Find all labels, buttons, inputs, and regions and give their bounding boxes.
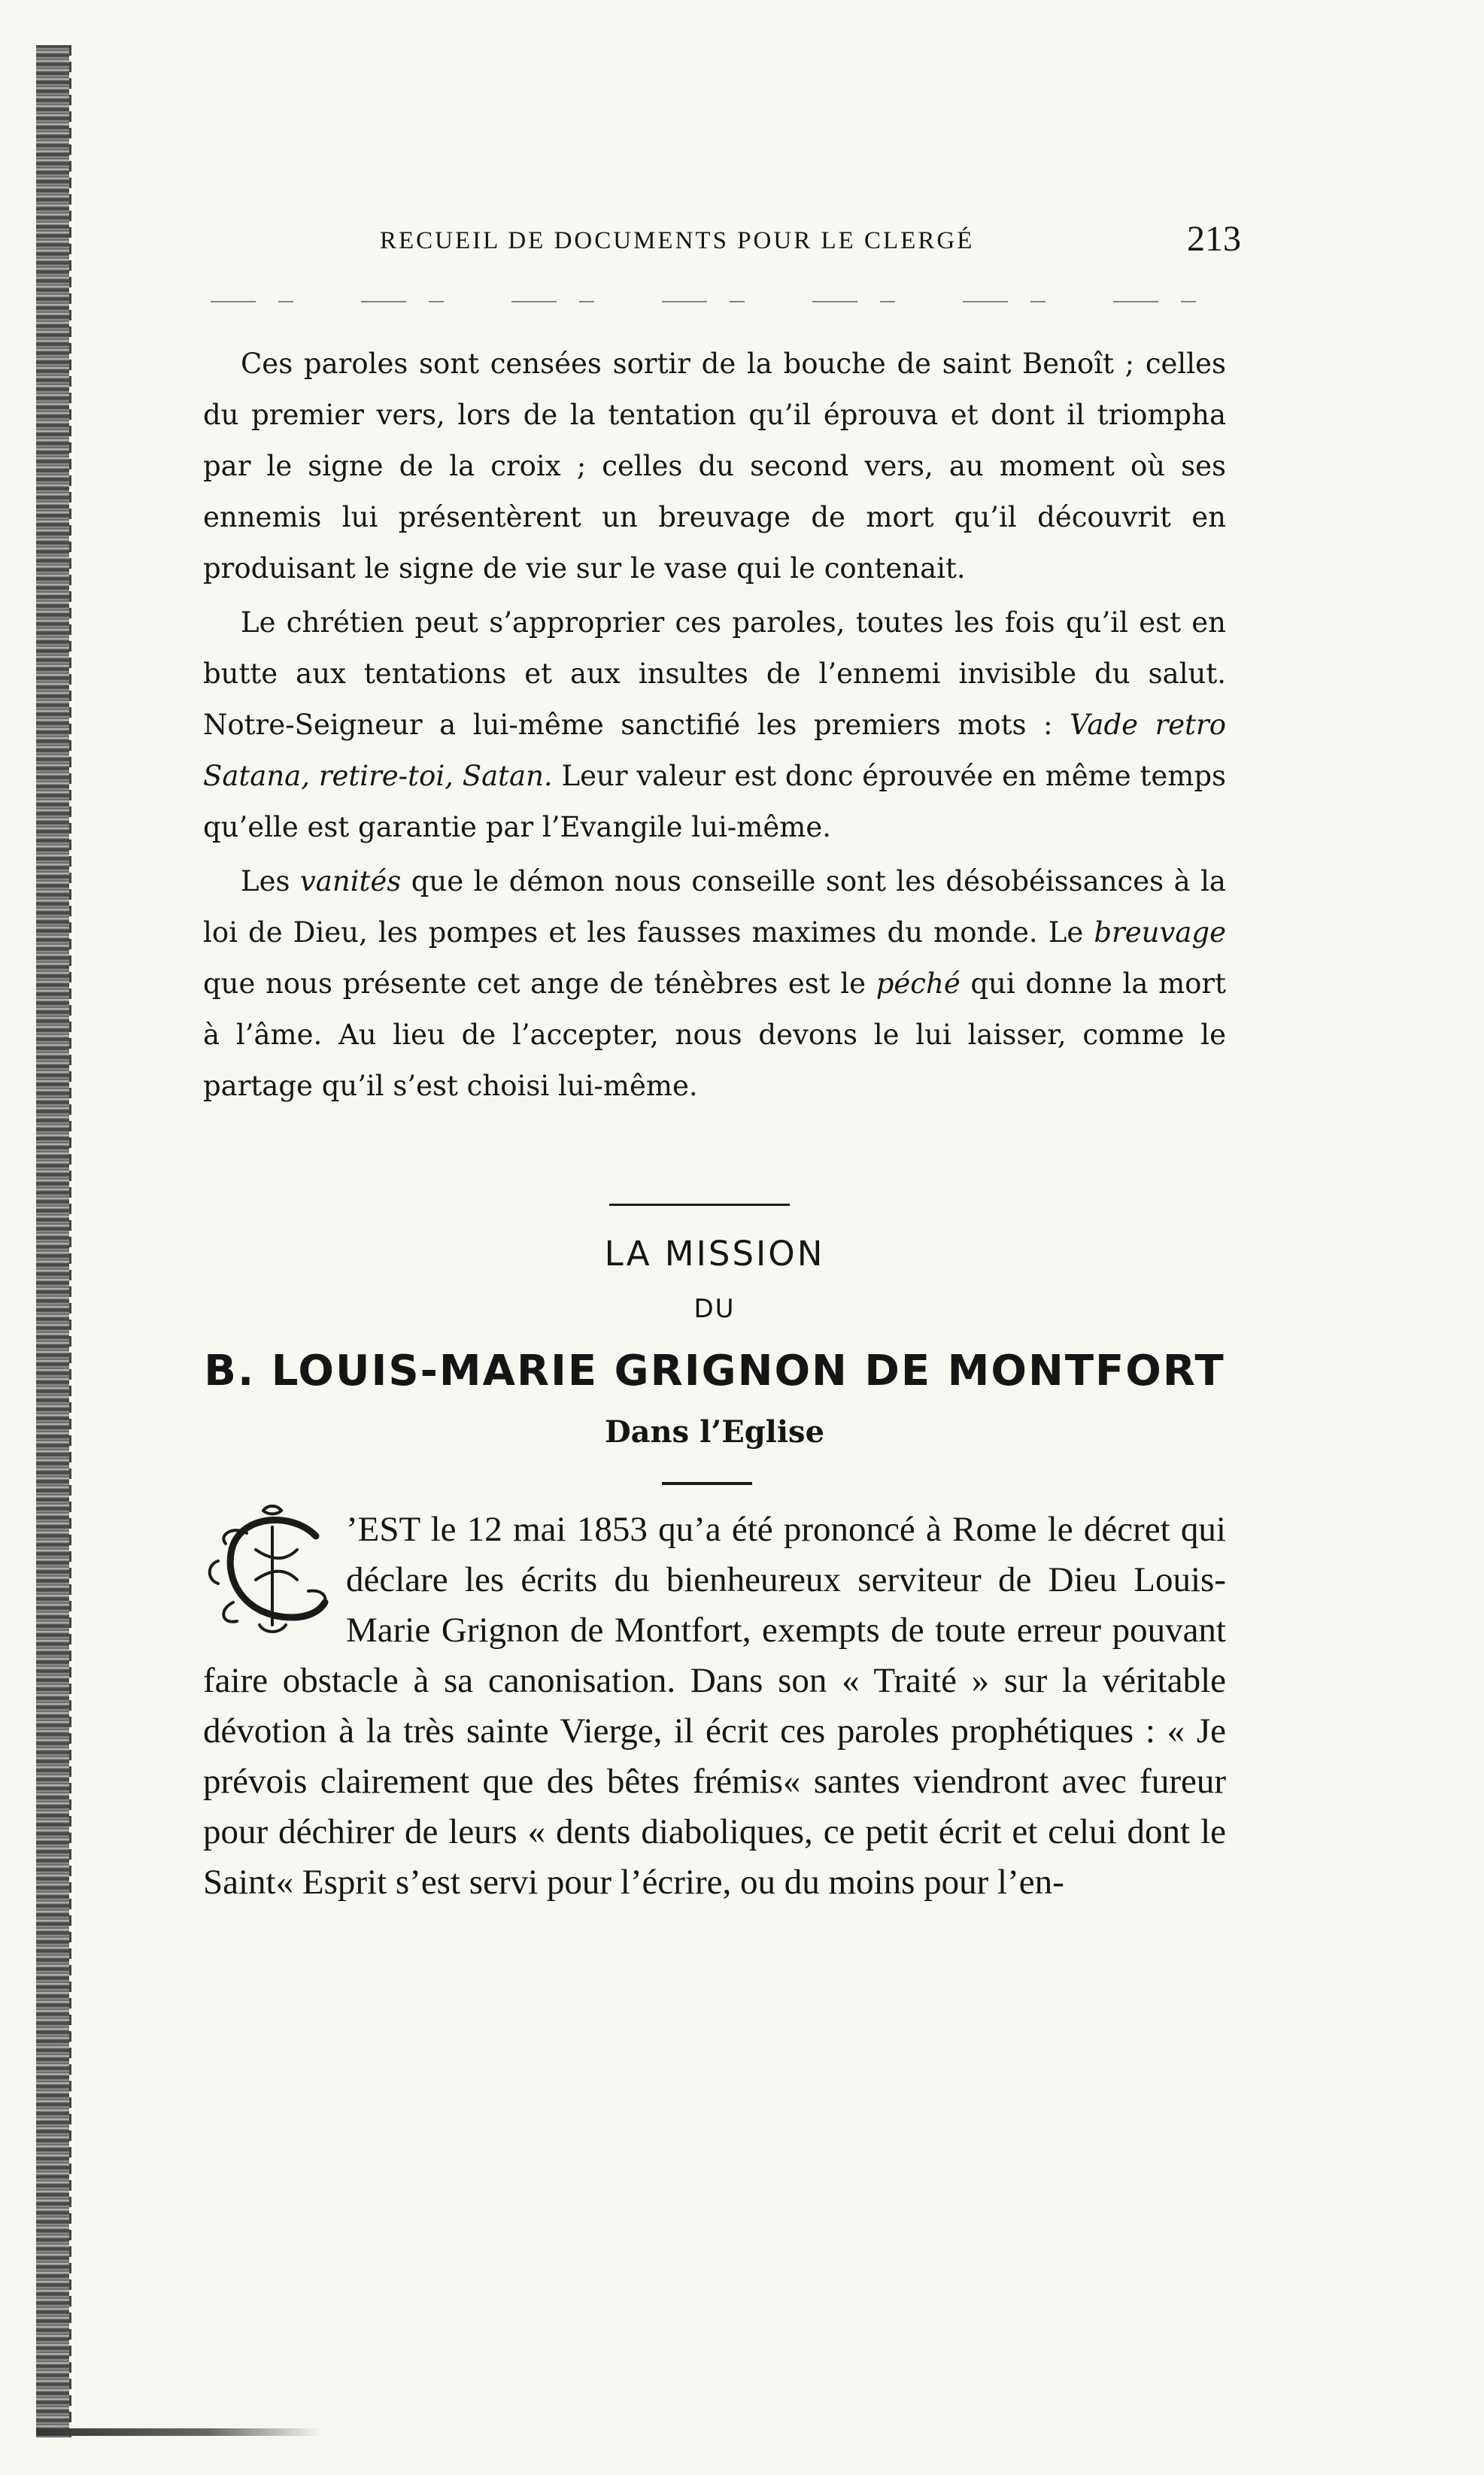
paragraph-2-text-a: Le chrétien peut s’approprier ces paroles, toutes les fois qu’il est en butte aux tentations et aux insultes de l’ennemi invisible du salut. Notre-Seigneur a lui-même sanctifié les premiers mots :: [203, 606, 1226, 741]
paragraph-1: Ces paroles sont censées sortir de la bouche de saint Benoît ; celles du premier vers, lors de la tentation qu’il éprouva et dont il triompha par le signe de la croix ; celles du second vers, au moment où ses ennemis lui présentèrent un breuvage de mort qu’il découvrit en produisant le signe de vie sur le vase qui le contenait.: [203, 348, 1226, 585]
emphasis-breuvage: breuvage: [1094, 916, 1226, 949]
emphasis-vanites: vanités: [299, 865, 402, 897]
section-title-line-2: DU: [693, 1294, 736, 1324]
binding-stitch-line: [69, 45, 71, 2437]
drop-cap-space: [203, 1505, 346, 1651]
running-title: RECUEIL DE DOCUMENTS POUR LE CLERGÉ: [380, 227, 975, 254]
body-text: [203, 339, 1226, 1112]
book-binding-edge: [36, 45, 69, 2437]
book-page: [203, 218, 1241, 1902]
french-quote: retire-toi,: [318, 760, 454, 792]
paragraph-3: [203, 856, 1226, 1112]
section-divider-top: [609, 1204, 790, 1206]
latin-quote: Vade retro Satana,: [203, 709, 1227, 792]
paragraph-3-text-d: qui donne la mort à l’âme. Au lieu de l’accepter, nous devons le lui laisser, comme le partage qu’il s’est choisi lui-même.: [203, 967, 1226, 1102]
header-rule: [211, 301, 1218, 302]
satan-quote: Satan.: [462, 760, 553, 792]
paragraph-2-text-b: Leur valeur est donc éprouvée en même temps qu’elle est garantie par l’Evangile lui-même.: [203, 760, 1227, 843]
paragraph-3-text-c: que nous présente cet ange de ténèbres est le: [203, 967, 866, 1000]
article-body: [203, 1505, 1226, 1908]
section-divider-bottom: [662, 1482, 752, 1485]
article-text: ’EST le 12 mai 1853 qu’a été prononcé à Rome le décret qui déclare les écrits du bienheureux serviteur de Dieu Louis-Marie Grignon de Montfort, exempts de toute erreur pouvant faire obstacle à sa canonisation. Dans son « Traité » sur la véritable dévotion à la très sainte Vierge, il écrit ces paroles prophétiques : « Je prévois clairement que des bêtes frémis« santes viendront avec fureur pour déchirer de leurs « dents diaboliques, ce petit écrit et celui dont le Saint« Esprit s’est servi pour l’écrire, ou du moins pour l’en-: [203, 1510, 1226, 1902]
running-header: [203, 218, 1241, 263]
binding-foot-shadow: [36, 2428, 322, 2436]
paragraph-3-text-a: Les: [241, 865, 290, 897]
page-number: 213: [1187, 219, 1241, 259]
paragraph-2: [203, 597, 1226, 853]
emphasis-peche: péché: [876, 967, 961, 1000]
paragraph-3-text-b: que le démon nous conseille sont les désobéissances à la loi de Dieu, les pompes et les fausses maximes du monde. Le: [203, 865, 1226, 949]
section-subtitle: Dans l’Eglise: [604, 1414, 825, 1450]
section-title-line-1: LA MISSION: [604, 1234, 825, 1274]
section-title-main: B. LOUIS-MARIE GRIGNON DE MONTFORT: [204, 1347, 1225, 1395]
